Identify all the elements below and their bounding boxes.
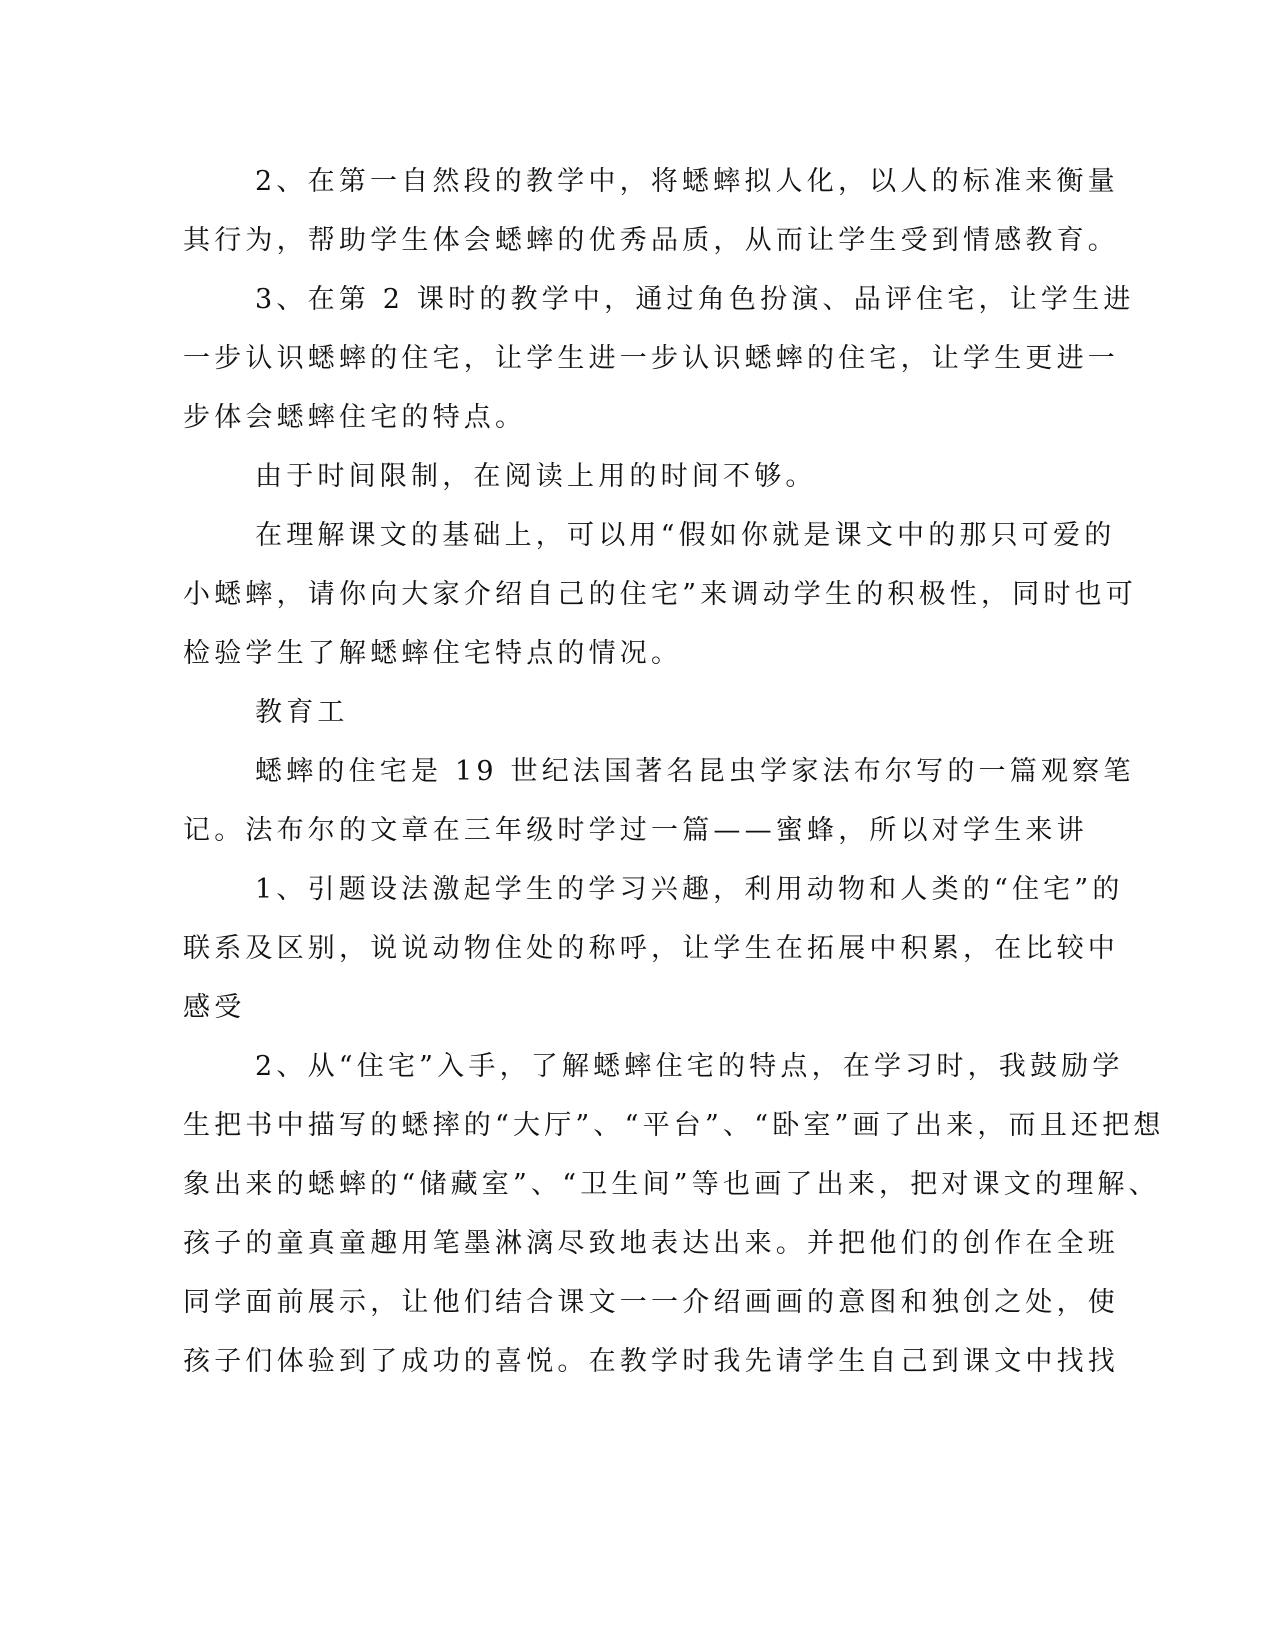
text-line: 联系及区别，说说动物住处的称呼，让学生在拓展中积累，在比较中	[183, 933, 1119, 964]
text-line: 生把书中描写的蟋摔的“大厅”、“平台”、“卧室”画了出来，而且还把想	[183, 1110, 1165, 1141]
text-line: 记。法布尔的文章在三年级时学过一篇——蜜蜂，所以对学生来讲	[183, 815, 1088, 846]
text-line: 教育工	[255, 697, 349, 728]
text-line: 3、在第 2 课时的教学中，通过角色扮演、品评住宅，让学生进	[255, 284, 1135, 315]
text-line: 蟋蟀的住宅是 19 世纪法国著名昆虫学家法布尔写的一篇观察笔	[255, 756, 1135, 787]
text-line: 由于时间限制，在阅读上用的时间不够。	[255, 461, 817, 492]
text-line: 孩子们体验到了成功的喜悦。在教学时我先请学生自己到课文中找找	[183, 1346, 1119, 1377]
text-line: 2、在第一自然段的教学中，将蟋蟀拟人化，以人的标准来衡量	[255, 166, 1119, 197]
text-line: 同学面前展示，让他们结合课文一一介绍画画的意图和独创之处，使	[183, 1287, 1119, 1318]
text-line: 在理解课文的基础上，可以用“假如你就是课文中的那只可爱的	[255, 520, 1116, 551]
text-line: 检验学生了解蟋蟀住宅特点的情况。	[183, 638, 683, 669]
text-line: 一步认识蟋蟀的住宅，让学生进一步认识蟋蟀的住宅，让学生更进一	[183, 343, 1119, 374]
text-line: 步体会蟋蟀住宅的特点。	[183, 402, 527, 433]
text-line: 小蟋蟀，请你向大家介绍自己的住宅”来调动学生的积极性，同时也可	[183, 579, 1138, 610]
text-line: 其行为，帮助学生体会蟋蟀的优秀品质，从而让学生受到情感教育。	[183, 225, 1119, 256]
text-line: 象出来的蟋蟀的“储藏室”、“卫生间”等也画了出来，把对课文的理解、	[183, 1169, 1160, 1200]
text-line: 1、引题设法激起学生的学习兴趣，利用动物和人类的“住宅”的	[255, 874, 1124, 905]
text-line: 孩子的童真童趣用笔墨淋漓尽致地表达出来。并把他们的创作在全班	[183, 1228, 1119, 1259]
text-line: 2、从“住宅”入手，了解蟋蟀住宅的特点，在学习时，我鼓励学	[255, 1051, 1124, 1082]
text-line: 感受	[183, 992, 246, 1023]
